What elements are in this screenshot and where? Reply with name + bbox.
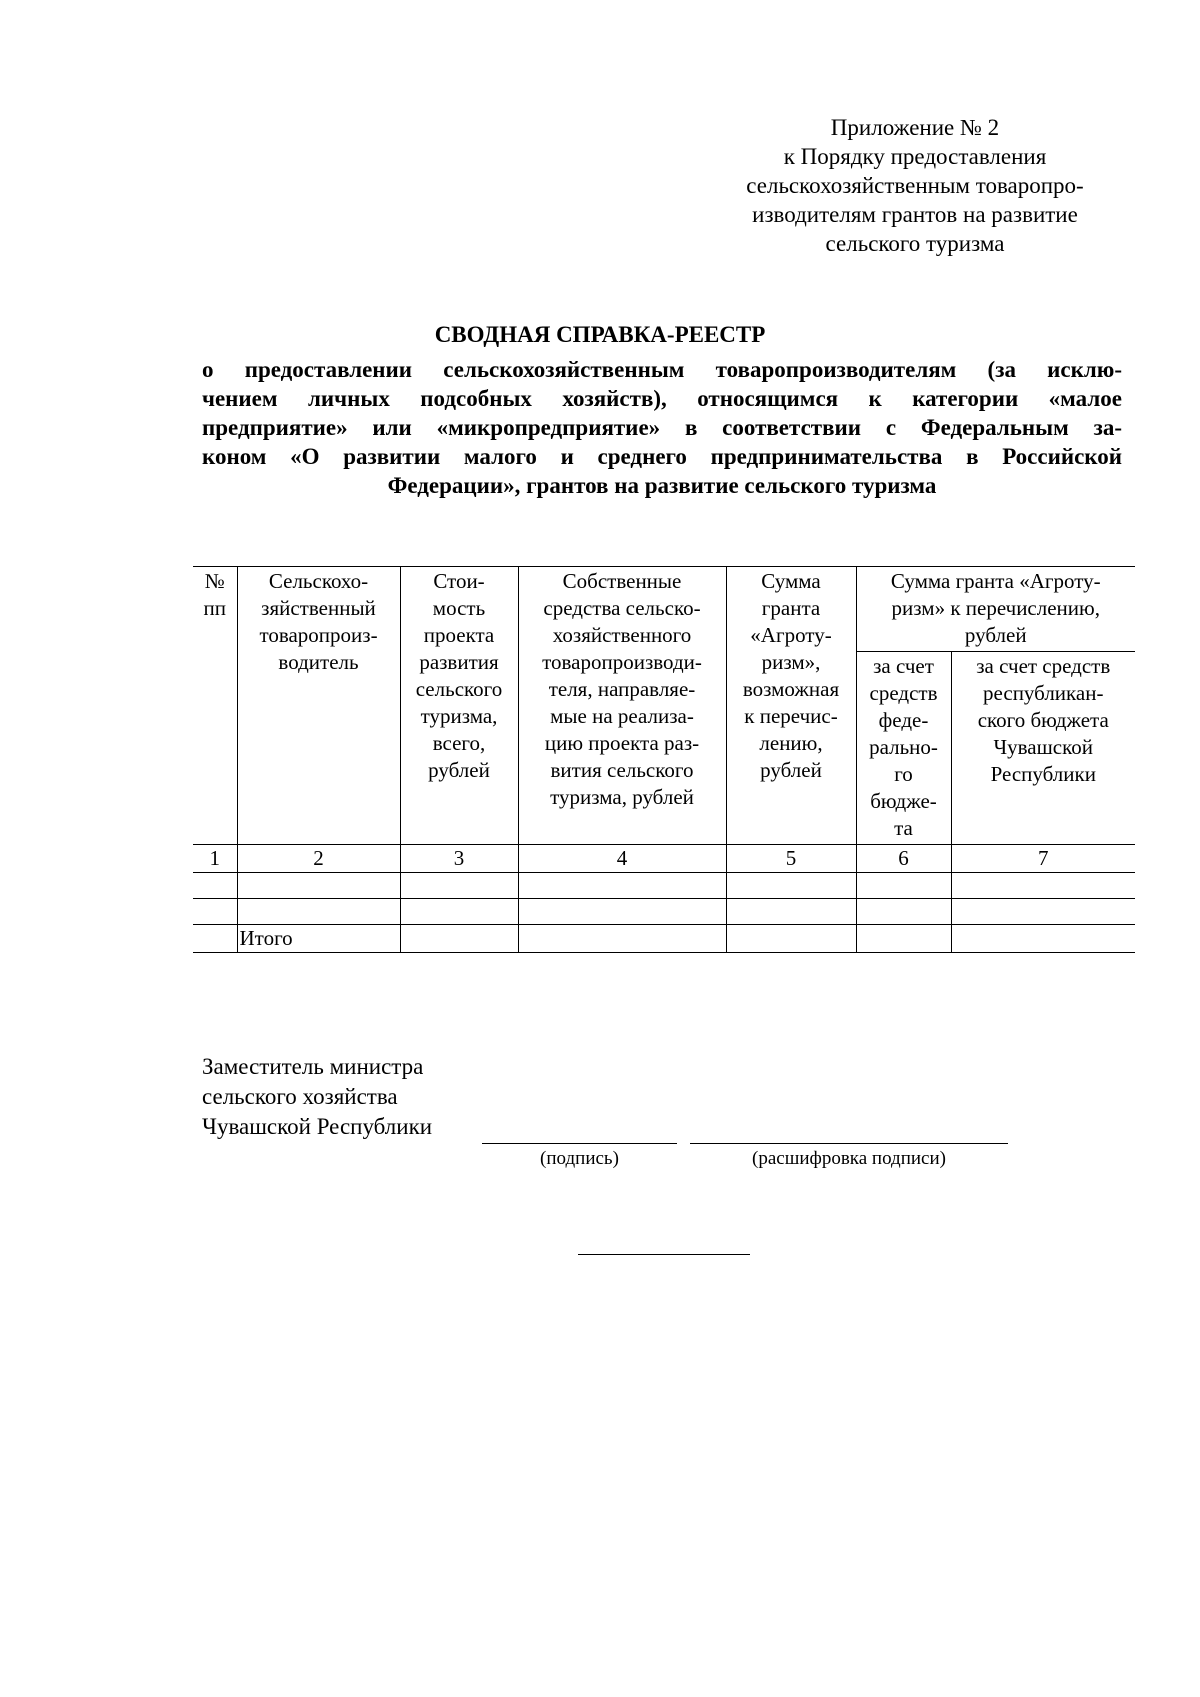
header-text: теля, направляе- (548, 677, 696, 701)
header-text: проекта (423, 623, 495, 647)
subtitle-line: Федерации», грантов на развитие сельского туризма (387, 473, 937, 498)
header-text: развития (419, 650, 499, 674)
header-text: рально- (869, 735, 938, 759)
table-cell (856, 899, 951, 925)
header-own-funds (518, 567, 726, 845)
signature-decoding-caption: (расшифровка подписи) (752, 1148, 946, 1169)
table-cell (400, 899, 518, 925)
subtitle-line: предприятие» или «микропредприятие» в соответствии с Федеральным за- (202, 415, 1122, 440)
subtitle-line: коном «О развитии малого и среднего предпринимательства в Российской (202, 444, 1122, 469)
signature-decoding-line (690, 1143, 1008, 1144)
header-text: пп (203, 596, 226, 620)
table-cell (726, 925, 856, 953)
total-row (193, 925, 1135, 953)
header-text: хозяйственного (552, 623, 692, 647)
column-number: 4 (518, 845, 726, 873)
table-cell (400, 925, 518, 953)
header-text: мые на реализа- (550, 704, 694, 728)
header-text: Сумма (761, 569, 821, 593)
header-project-cost (400, 567, 518, 845)
header-text: средства сельско- (543, 596, 701, 620)
header-text: «Агроту- (750, 623, 832, 647)
table-cell (518, 925, 726, 953)
table-cell (856, 925, 951, 953)
table-cell (193, 899, 237, 925)
header-text: ризм», (761, 650, 821, 674)
header-text: за счет (873, 654, 934, 678)
table-cell (518, 899, 726, 925)
header-text: го (894, 762, 913, 786)
header-text: рублей (760, 758, 822, 782)
signatory-line: Чувашской Республики (202, 1114, 433, 1139)
signature-caption: (подпись) (540, 1148, 619, 1169)
signatory-line: Заместитель министра (202, 1054, 424, 1079)
header-text: всего, (432, 731, 486, 755)
appendix-line: изводителям грантов на развитие (752, 202, 1078, 227)
header-text: республикан- (983, 681, 1104, 705)
header-text: зяйственный (261, 596, 376, 620)
registry-table (193, 566, 1135, 953)
header-federal-budget (856, 652, 951, 845)
appendix-note (715, 113, 1115, 258)
header-text: Собственные (562, 569, 682, 593)
table-cell (726, 873, 856, 899)
column-number: 3 (400, 845, 518, 873)
appendix-line: сельскохозяйственным товаропро- (746, 173, 1084, 198)
header-text: Стои- (433, 569, 485, 593)
header-text: мость (432, 596, 486, 620)
table-cell (237, 899, 400, 925)
signatory-position (202, 1052, 432, 1142)
column-number-row (193, 845, 1135, 873)
header-number (193, 567, 237, 845)
appendix-line: Приложение № 2 (830, 115, 1000, 140)
header-text: бюдже- (870, 789, 937, 813)
header-text: цию проекта раз- (544, 731, 700, 755)
table-cell (951, 873, 1135, 899)
header-text: Чувашской (993, 735, 1093, 759)
table-row (193, 873, 1135, 899)
header-republic-budget (951, 652, 1135, 845)
header-text: сельского (415, 677, 503, 701)
column-number: 5 (726, 845, 856, 873)
table-cell (193, 873, 237, 899)
header-text: за счет средств (976, 654, 1111, 678)
subtitle-line: чением личных подсобных хозяйств), относящимся к категории «малое (202, 386, 1122, 411)
table-cell (518, 873, 726, 899)
header-text: Сумма гранта «Агроту- (890, 569, 1101, 593)
header-text: гранта (761, 596, 821, 620)
table-cell (726, 899, 856, 925)
header-text: товаропроиз- (259, 623, 378, 647)
header-text: товаропроизводи- (542, 650, 702, 674)
column-number: 2 (237, 845, 400, 873)
column-number: 7 (951, 845, 1135, 873)
header-text: рублей (964, 623, 1027, 647)
table-cell (856, 873, 951, 899)
header-text: возможная (742, 677, 840, 701)
table-cell (951, 925, 1135, 953)
subtitle-line: о предоставлении сельскохозяйственным товаропроизводителям (за исклю- (202, 357, 1122, 382)
signatory-line: сельского хозяйства (202, 1084, 398, 1109)
header-producer (237, 567, 400, 845)
header-text: та (894, 816, 913, 840)
appendix-line: к Порядку предоставления (783, 144, 1047, 169)
header-text: Республики (990, 762, 1096, 786)
header-grant-transfer-group (856, 567, 1135, 652)
header-text: ского бюджета (977, 708, 1109, 732)
header-text: средств (869, 681, 938, 705)
header-text: вития сельского (550, 758, 694, 782)
header-grant-possible (726, 567, 856, 845)
header-text: туризма, (420, 704, 498, 728)
column-number: 6 (856, 845, 951, 873)
header-text: рублей (428, 758, 490, 782)
signature-field-line (482, 1143, 677, 1144)
table-header-row (193, 567, 1135, 652)
table-row (193, 899, 1135, 925)
header-text: водитель (278, 650, 359, 674)
column-number: 1 (193, 845, 237, 873)
document-subtitle (202, 355, 1122, 500)
header-text: Сельскохо- (268, 569, 369, 593)
document-title: СВОДНАЯ СПРАВКА-РЕЕСТР (434, 322, 766, 347)
header-text: № (204, 569, 225, 593)
appendix-line: сельского туризма (825, 231, 1005, 256)
header-text: феде- (878, 708, 929, 732)
header-text: к перечис- (744, 704, 838, 728)
table-cell (193, 925, 237, 953)
table-cell (951, 899, 1135, 925)
end-of-document-line (578, 1254, 750, 1255)
table-cell (237, 873, 400, 899)
total-label: Итого (237, 925, 400, 953)
header-text: ризм» к перечислению, (891, 596, 1100, 620)
header-text: туризма, рублей (550, 785, 694, 809)
header-text: лению, (759, 731, 823, 755)
table-cell (400, 873, 518, 899)
